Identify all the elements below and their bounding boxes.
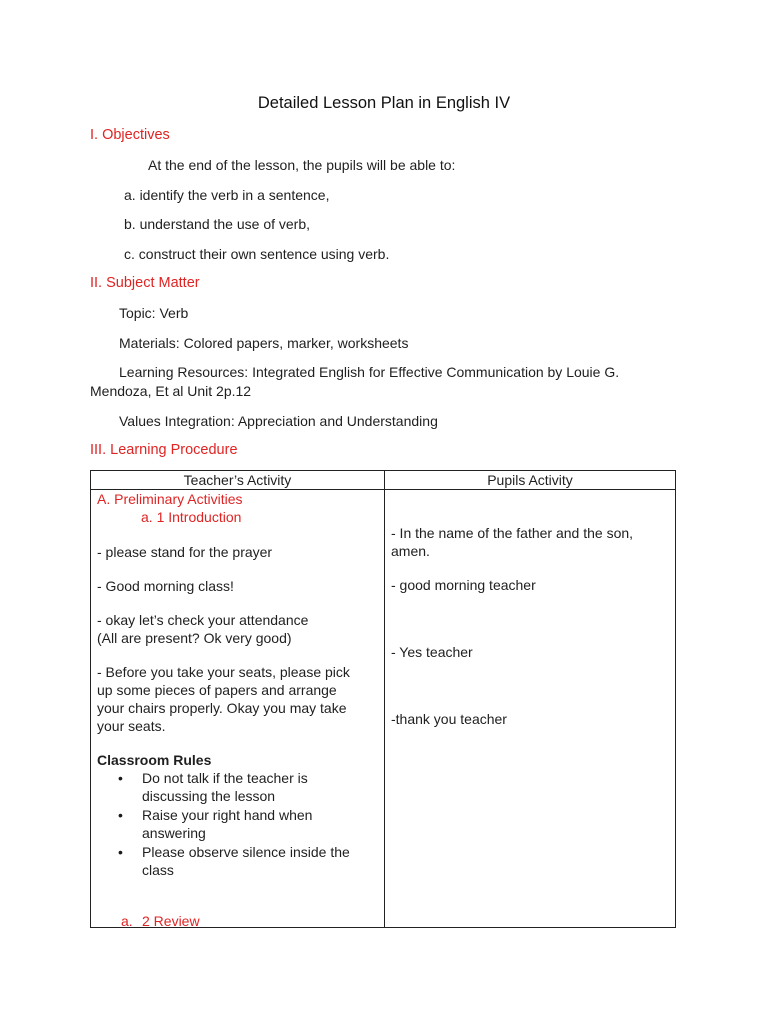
subject-matter-heading: II. Subject Matter	[90, 275, 200, 291]
review-letter: a.	[121, 913, 133, 929]
objectives-intro: At the end of the lesson, the pupils will be able to:	[148, 157, 456, 173]
pupils-thanks: -thank you teacher	[391, 711, 507, 727]
objectives-heading: I. Objectives	[90, 127, 170, 143]
bullet-icon: •	[118, 770, 123, 786]
bullet-icon: •	[118, 807, 123, 823]
teacher-seats-line-2: up some pieces of papers and arrange	[97, 682, 337, 698]
rule-1-line-1: Do not talk if the teacher is	[142, 770, 308, 786]
introduction-subheading: a. 1 Introduction	[141, 509, 242, 525]
header-teacher-activity: Teacher’s Activity	[183, 472, 292, 488]
pupils-prayer-line-1: - In the name of the father and the son,	[391, 525, 634, 541]
rule-3-line-1: Please observe silence inside the	[142, 844, 350, 860]
teacher-attendance-line-2: (All are present? Ok very good)	[97, 630, 292, 646]
pupils-prayer-line-2: amen.	[391, 543, 430, 559]
teacher-seats-line-4: your seats.	[97, 718, 166, 734]
rule-1-line-2: discussing the lesson	[142, 788, 276, 804]
teacher-seats-line-1: - Before you take your seats, please pick	[97, 664, 350, 680]
objective-item-a: a. identify the verb in a sentence,	[124, 187, 330, 203]
pupils-greeting: - good morning teacher	[391, 577, 536, 593]
teacher-greeting: - Good morning class!	[97, 578, 234, 594]
teacher-prayer: - please stand for the prayer	[97, 544, 273, 560]
objective-item-b: b. understand the use of verb,	[124, 216, 311, 232]
teacher-seats-line-3: your chairs properly. Okay you may take	[97, 700, 347, 716]
header-pupils-activity: Pupils Activity	[487, 472, 573, 488]
rule-2-line-2: answering	[142, 825, 206, 841]
resources-line-2: Mendoza, Et al Unit 2p.12	[90, 383, 252, 399]
teacher-attendance-line-1: - okay let’s check your attendance	[97, 612, 309, 628]
bullet-icon: •	[118, 844, 123, 860]
values-line: Values Integration: Appreciation and Understanding	[119, 413, 438, 429]
rule-3-line-2: class	[142, 862, 174, 878]
classroom-rules-heading: Classroom Rules	[97, 752, 212, 768]
learning-procedure-heading: III. Learning Procedure	[90, 442, 238, 458]
document-title: Detailed Lesson Plan in English IV	[257, 94, 511, 112]
materials-line: Materials: Colored papers, marker, worksheets	[119, 335, 409, 351]
pupils-attendance: - Yes teacher	[391, 644, 473, 660]
table-column-divider	[384, 471, 385, 927]
objective-item-c: c. construct their own sentence using verb.	[124, 246, 390, 262]
review-subheading: 2 Review	[142, 913, 200, 929]
resources-line-1: Learning Resources: Integrated English for Effective Communication by Louie G.	[119, 364, 620, 380]
activity-table	[90, 470, 676, 928]
topic-line: Topic: Verb	[119, 305, 189, 321]
preliminary-activities-heading: A. Preliminary Activities	[97, 491, 243, 507]
rule-2-line-1: Raise your right hand when	[142, 807, 313, 823]
